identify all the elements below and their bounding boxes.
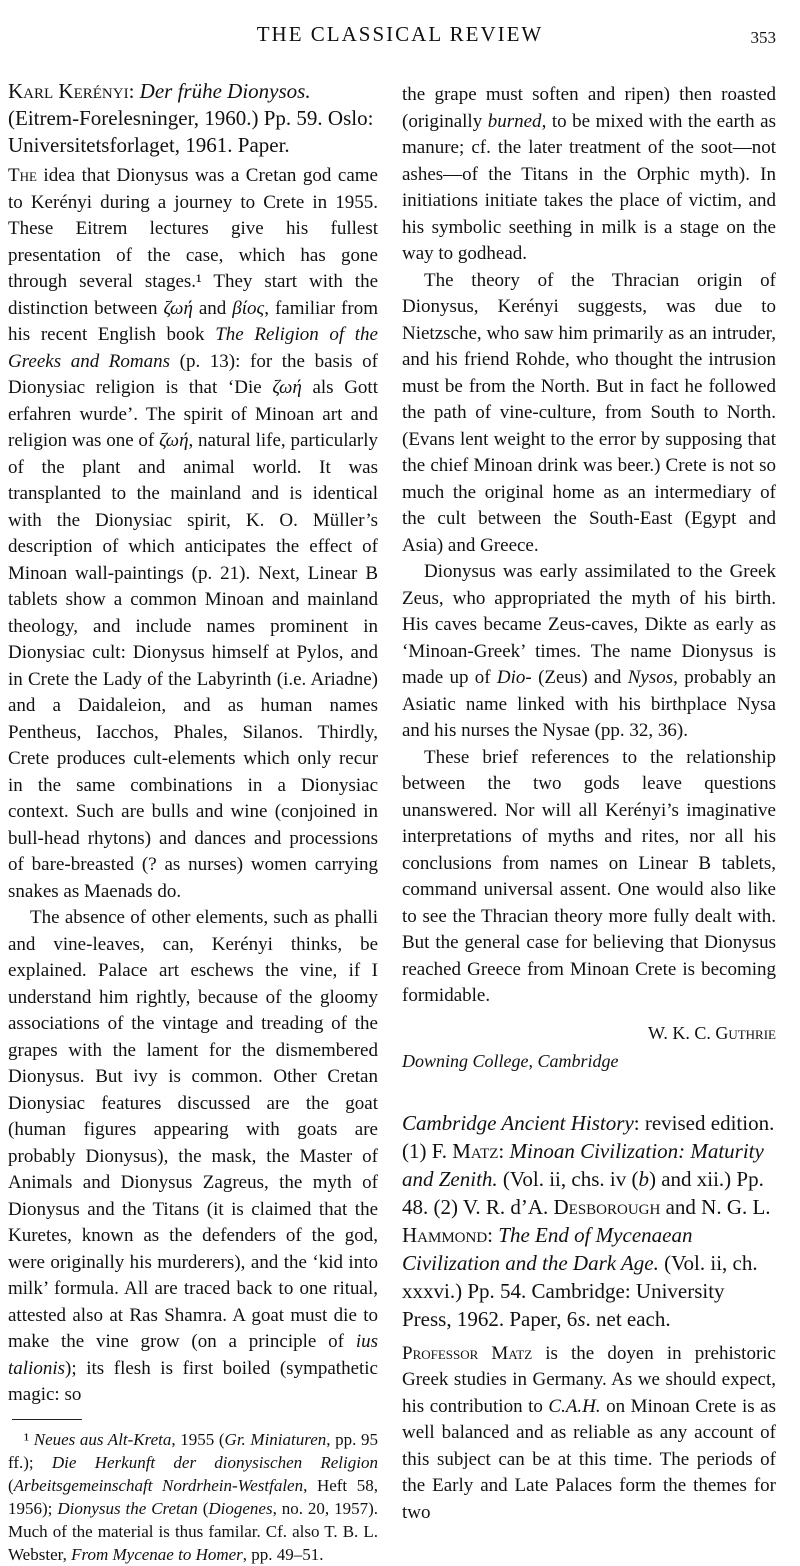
review-heading-cah xyxy=(402,1109,776,1333)
text-run: : xyxy=(487,1222,499,1247)
paragraph-2 xyxy=(8,905,378,1409)
text-run: , no. 20, 1957). Much of the material is thus familar. Cf. also T. B. L. Webster, xyxy=(8,1498,378,1564)
text-run: (Vol. ii, ch. xxxvi.) Pp. 54. Cambridge: University Press, 1962. Paper, 6 xyxy=(402,1250,758,1331)
author-name: Desborough xyxy=(553,1194,661,1219)
greek-word: ζωή xyxy=(163,297,193,319)
text-run: , familiar from his recent English book xyxy=(8,297,378,345)
text-run: (Vol. ii, chs. iv ( xyxy=(497,1166,639,1191)
cited-title: From Mycenae to Homer xyxy=(71,1544,243,1564)
paragraph-4 xyxy=(402,559,776,745)
text-run: : revised edition. (1) F. xyxy=(402,1110,775,1163)
running-title: THE CLASSICAL REVIEW xyxy=(256,22,544,46)
reviewer-name: W. K. C. Guthrie xyxy=(648,1022,776,1043)
italic-word: Nysos xyxy=(627,667,674,688)
page-header xyxy=(0,0,800,72)
page-number: 353 xyxy=(750,28,776,47)
paragraph-1 xyxy=(8,163,378,905)
paragraph-2-continued xyxy=(402,82,776,268)
cited-title: Gr. Miniaturen xyxy=(224,1429,327,1449)
latin-phrase: ius talionis xyxy=(8,1331,378,1379)
paragraph-3: The theory of the Thracian origin of Dionysus, Kerényi suggests, was due to Nietzsche, who saw him primarily as an intruder, and his friend Rohde, who thought the intrusion must be from the North. But in fact he followed the path of vine-culture, from South to North. (Evans lent weight to the error by supposing that the chief Minoan drink was beer.) Crete is not so much the original home as an intermediary of the cult between the South-East (Egypt and Asia) and Greece. xyxy=(402,269,776,556)
italic-word: Dio- xyxy=(496,667,532,688)
lead-word: The xyxy=(8,165,37,186)
review-book-title: Der frühe Dionysos. xyxy=(139,79,311,103)
greek-word: ζωή xyxy=(159,430,189,451)
greek-word: ζωή xyxy=(272,377,302,398)
greek-word: βίος xyxy=(232,297,265,319)
text-run: the grape must soften and ripen) then roasted (originally xyxy=(402,84,776,132)
text-run: and xyxy=(192,297,233,319)
text-run: idea that Dionysus was a Cretan god came to Kerényi during a journey to Crete in 1955. These Eitrem lectures give his fullest presentation of the case, which has gone through several stages.¹ They start with the distinction between xyxy=(8,165,378,319)
italic-letter: b xyxy=(638,1166,649,1191)
right-column xyxy=(402,82,776,1526)
review-bibliographic: (Eitrem-Forelesninger, 1960.) Pp. 59. Oslo: Universitetsforlaget, 1961. Paper. xyxy=(8,106,379,157)
cited-title: Cambridge Ancient History xyxy=(402,1110,634,1135)
italic-abbrev: C.A.H. xyxy=(548,1395,601,1417)
footnote-rule xyxy=(12,1419,82,1420)
cited-title: Minoan Civilization: Maturity and Zenith. xyxy=(402,1138,764,1191)
lead-words: Professor Matz xyxy=(402,1342,533,1364)
review-heading-kerenyi: Karl Kerényi: Der frühe Dionysos. (Eitrem-Forelesninger, 1960.) Pp. 59. Oslo: Universitetsforlaget, 1961. Paper. xyxy=(8,79,379,157)
text-run: Dionysus was early assimilated to the Greek Zeus, who appropriated the myth of his birth. His caves became Zeus-caves, Dikte as early as ‘Minoan-Greek’ times. The name Dionysus is made up of xyxy=(402,561,776,688)
text-run: , to be mixed with the earth as manure; cf. the later treatment of the soot—not ashes—of the Titans in the Orphic myth). In initiations initiate takes the place of victim, and his symbolic seething in milk is a stage on the way to godhead. xyxy=(402,110,776,264)
text-run: . net each. xyxy=(585,1306,671,1331)
left-column xyxy=(8,78,378,1566)
text-run: , natural life, particularly of the plant and animal world. It was transplanted to the mainland and is identical with the Dionysiac spirit, K. O. Müller’s description of which anticipates the effect of Minoan wall-paintings (p. 21). Next, Linear B tablets show a common Minoan and mainland theology, and include names prominent in Dionysiac cult: Dionysus himself at Pylos, and in Crete the Lady of the Labyrinth (i.e. Ariadne) and a Daidaleion, and as human names Pentheus, Iacchos, Phales, Silanos. Thirdly, Crete produces cult-elements which only recur in the same combinations in a Dionysiac context. Such are bulls and wine (conjoined in bull-head rhytons) and dances and processions of bare-breasted (? as nurses) women carrying snakes as Maenads do. xyxy=(8,430,379,902)
author-name: Matz xyxy=(452,1138,499,1163)
cited-title: Arbeitsgemeinschaft Nordrhein-Westfalen xyxy=(13,1475,304,1495)
text-run: , Heft 58, 1956); xyxy=(8,1475,378,1518)
text-run: The absence of other elements, such as phalli and vine-leaves, can, Kerényi thinks, be explained. Palace art eschews the vine, if I understand him rightly, because of the gloomy associations of the vintage and treading of the grapes with the lament for the dismembered Dionysus. But ivy is common. Other Cretan Dionysiac features discussed are the goat (human figures appearing with goats are probably Dionysus), the mask, the Master of Animals and Dionysus Zagreus, the myth of Dionysus and the Titans (it is claimed that the Kuretes, known as the defenders of the god, were originally his murderers), and the ‘kid into milk’ formula. All are traced back to one ritual, attested also at Ras Shamra. A goat must die to make the vine grow (on a principle of xyxy=(8,907,378,1352)
reviewer-affiliation: Downing College, Cambridge xyxy=(402,1051,619,1071)
cited-title: Dionysus the Cretan xyxy=(57,1498,198,1518)
italic-letter: s xyxy=(577,1306,586,1331)
text-run: ( xyxy=(8,1475,14,1495)
review-author: Karl Kerényi xyxy=(8,79,129,103)
text-run: ( xyxy=(197,1498,209,1518)
text-run: ) and xii.) Pp. 48. (2) V. R. d’A. xyxy=(402,1166,764,1219)
footnote-1 xyxy=(8,1428,378,1566)
text-run: , probably an Asiatic name linked with his birthplace Nysa and his nurses the Nysae (pp. 32, 36). xyxy=(402,667,776,741)
text-run: , pp. 95 ff.); xyxy=(8,1429,379,1472)
text-run: , pp. 49–51. xyxy=(242,1544,324,1564)
italic-word: burned xyxy=(487,110,542,132)
text-run: : xyxy=(498,1138,510,1163)
author-name: Hammond xyxy=(402,1222,488,1247)
cited-title: Die Herkunft der dionysischen Religion xyxy=(51,1452,378,1472)
text-run: als Gott erfahren wurde’. The spirit of Minoan art and religion was one of xyxy=(8,377,378,451)
text-run: on Minoan Crete is as well balanced and as reliable as any account of this subject can be at this time. The periods of the Early and Late Palaces form the themes for two xyxy=(402,1395,776,1523)
cited-title: The Religion of the Greeks and Romans xyxy=(8,324,378,372)
text-run: is the doyen in prehistoric Greek studies in Germany. As we should expect, his contribution to xyxy=(402,1342,776,1417)
cited-title: Neues aus Alt-Kreta xyxy=(33,1429,172,1449)
paragraph-5: These brief references to the relationship between the two gods leave questions unanswered. Nor will all Kerényi’s imaginative interpretations of myths and rites, nor all his conclusions from names on Linear B tablets, command universal assent. One would also like to see the Thracian theory more fully dealt with. But the general case for believing that Dionysus reached Greece from Minoan Crete is becoming formidable. xyxy=(402,746,776,1006)
text-run: , 1955 ( xyxy=(171,1429,225,1449)
cited-title: Diogenes xyxy=(208,1498,273,1518)
text-run: (Zeus) and xyxy=(531,667,628,688)
text-run: ); its flesh is first boiled (sympathetic magic: so xyxy=(8,1357,378,1405)
review2-paragraph-1 xyxy=(402,1341,776,1527)
footnote-marker: ¹ xyxy=(24,1429,30,1449)
cited-title: The End of Mycenaean Civilization and the Dark Age. xyxy=(402,1222,693,1275)
text-run: (p. 13): for the basis of Dionysiac religion is that ‘Die xyxy=(8,350,378,398)
text-run: and N. G. L. xyxy=(660,1194,771,1219)
